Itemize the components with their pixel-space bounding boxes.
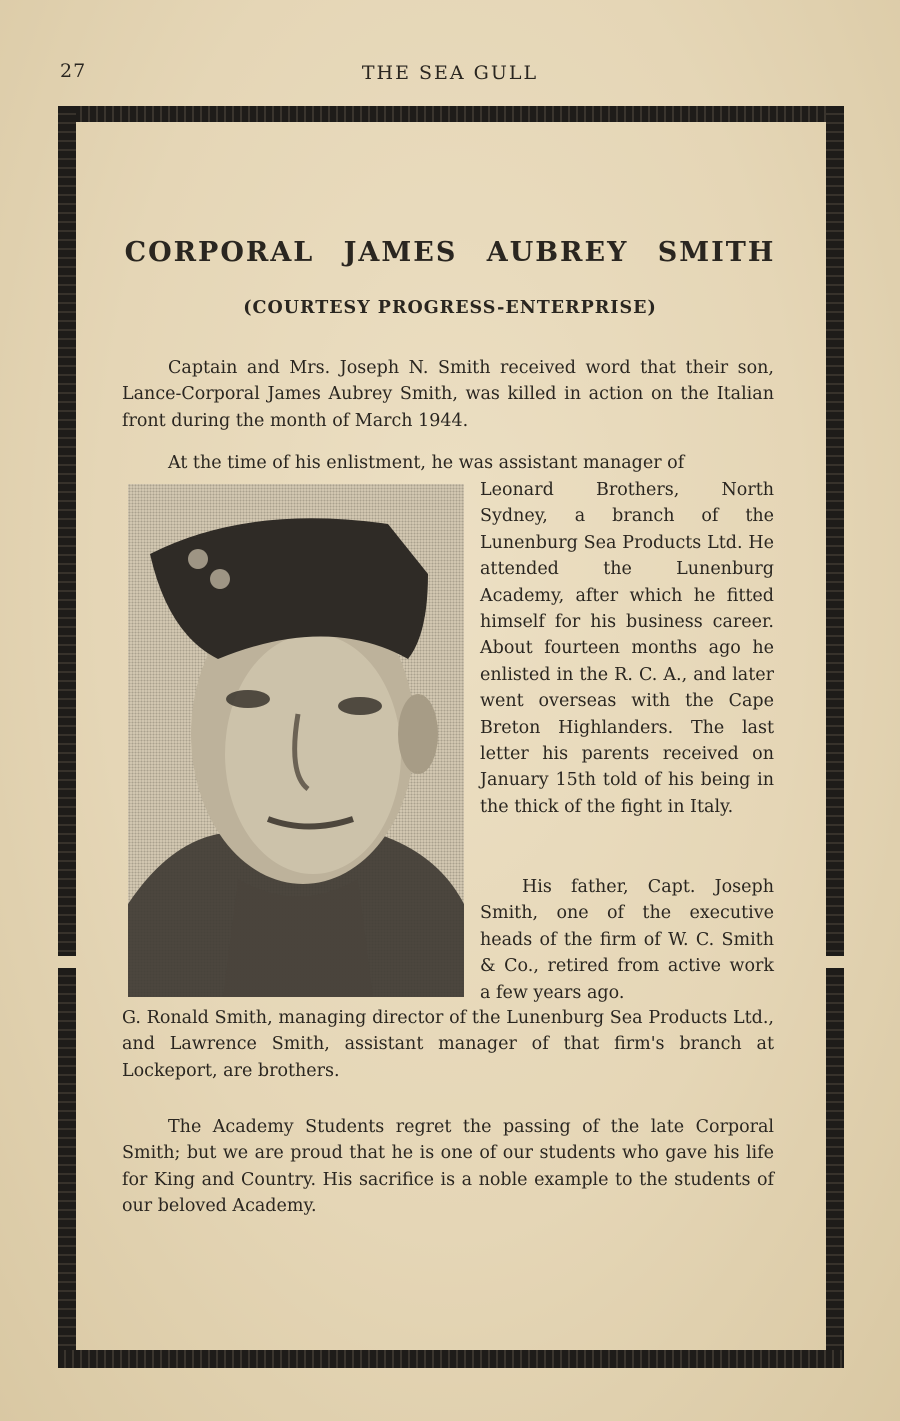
paragraph-1: Captain and Mrs. Joseph N. Smith received word that their son, Lance-Corporal James Aubrey Smith, was killed in action on the Italian front during the month of March 1944. — [122, 358, 774, 431]
border-left-lower — [58, 968, 76, 1368]
portrait-drawing — [128, 484, 464, 997]
paragraph-2-column: Leonard Brothers, North Sydney, a branch of the Lunenburg Sea Products Ltd. He attended the Lunenburg Academy, after which he fitted himself for his business career. About fourteen months ago he enlisted in the R. C. A., and later went overseas with the Cape Breton Highlanders. The last letter his parents received on January 15th told of his being in the thick of the fight in Italy. — [480, 480, 774, 817]
border-bottom — [58, 1350, 844, 1368]
article-title: CORPORAL JAMES AUBREY SMITH — [124, 237, 776, 268]
border-right-lower — [826, 968, 844, 1368]
article-subtitle: (COURTESY PROGRESS-ENTERPRISE) — [243, 298, 657, 318]
border-top — [58, 106, 844, 122]
publication-title: THE SEA GULL — [361, 62, 539, 84]
paragraph-4: The Academy Students regret the passing of the late Corporal Smith; but we are proud that he is one of our students who gave his life for King and Country. His sacrifice is a noble example to the students of our beloved Academy. — [122, 1117, 774, 1217]
border-left-upper — [58, 106, 76, 956]
border-right-upper — [826, 106, 844, 956]
soldier-portrait-photo — [128, 484, 464, 997]
paragraph-3-column: His father, Capt. Joseph Smith, one of the executive heads of the firm of W. C. Smith & Co., retired from active work a few years ago. — [480, 877, 774, 1003]
paragraph-3-continued: G. Ronald Smith, managing director of the Lunenburg Sea Products Ltd., and Lawrence Smith, assistant manager of that firm's branch at Lockeport, are brothers. — [122, 1008, 774, 1081]
page-number: 27 — [60, 60, 87, 82]
paragraph-2-lead: At the time of his enlistment, he was assistant manager of — [168, 453, 685, 473]
